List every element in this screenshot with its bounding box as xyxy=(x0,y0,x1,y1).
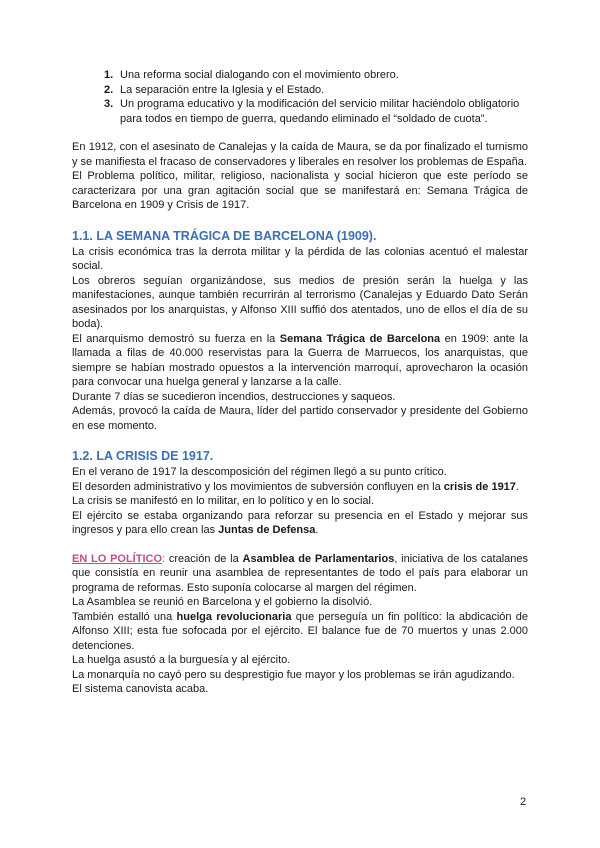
text-run: El ejército se estaba organizando para reforzar su presencia en el Estado y mejorar sus ingresos y para ello crean las xyxy=(72,509,528,536)
list-text: Un programa educativo y la modificación del servicio militar haciéndolo obligatorio para todos en tiempo de guerra, quedando eliminado el “soldado de cuota”. xyxy=(120,98,520,125)
list-item xyxy=(104,68,528,83)
bold-term: Asamblea de Parlamentarios xyxy=(242,552,395,565)
bold-term: Semana Trágica de Barcelona xyxy=(279,332,441,345)
document-page xyxy=(72,68,528,697)
paragraph xyxy=(72,610,528,654)
politico-label: EN LO POLÍTICO xyxy=(72,552,163,565)
bold-term: crisis de 1917 xyxy=(443,480,516,493)
paragraph: La crisis se manifestó en lo militar, en lo político y en lo social. xyxy=(72,495,375,507)
text-run: en 1909: ante la llamada a filas de 40.000 reservistas para la Guerra de Marruecos, los anarquistas, que siempre se habían mostrado opuestos a la intervención marroquí, aprovecharon la ocasión para convocar una huelga general y lanzarse a la calle. xyxy=(72,332,528,388)
paragraph: El sistema canovista acaba. xyxy=(72,683,209,695)
paragraph: La huelga asustó a la burguesía y al ejército. xyxy=(72,654,291,666)
list-text: La separación entre la Iglesia y el Estado. xyxy=(120,83,325,96)
text-run: . xyxy=(315,524,319,536)
paragraph xyxy=(72,480,528,495)
paragraph: La Asamblea se reunió en Barcelona y el gobierno la disolvió. xyxy=(72,596,373,608)
list-item xyxy=(104,97,528,126)
intro-paragraph: El Problema político, militar, religioso, nacionalista y social hicieron que este período se caracterizara por una gran agitación social que se manifestará en: Semana Trágica de Barcelona en 1909 y Crisis de 1917. xyxy=(72,170,528,211)
paragraph: Los obreros seguían organizándose, sus medios de presión serán la huelga y las manifestaciones, aunque también recurrirán al terrorismo (Canalejas y Eduardo Dato Serán asesinados por los anarquistas, y Alfonso XIII suffió dos atentados, uno de ellos el día de su boda). xyxy=(72,274,528,330)
text-run: También estalló una xyxy=(72,610,177,623)
paragraph: Además, provocó la caída de Maura, líder del partido conservador y presidente del Gobierno en ese momento. xyxy=(72,405,528,432)
text-run: , iniciativa de los catalanes que consistía en reunir una asamblea de representantes de todo el país para elaborar un programa de reformas. Esto suponía colocarse al margen del régimen. xyxy=(72,552,528,594)
list-text: Una reforma social dialogando con el movimiento obrero. xyxy=(120,69,399,81)
bold-term: huelga revolucionaria xyxy=(176,610,292,623)
list-number: 1. xyxy=(104,69,114,81)
paragraph: La monarquía no cayó pero su desprestigio fue mayor y los problemas se irán agudizando. xyxy=(72,668,515,681)
intro-paragraph: En 1912, con el asesinato de Canalejas y la caída de Maura, se da por finalizado el turnismo y se manifiesta el fracaso de conservadores y liberales en resolver los problemas de España. xyxy=(72,141,528,168)
text-run: que perseguía un fin político: la abdicación de Alfonso XIII; esta fue sofocada por el ejército. El balance fue de 70 muertos y unas 2.000 detenciones. xyxy=(72,610,529,652)
paragraph xyxy=(72,332,528,390)
page-number: 2 xyxy=(520,796,527,808)
list-number: 3. xyxy=(104,98,114,110)
paragraph: Durante 7 días se sucedieron incendios, destrucciones y saqueos. xyxy=(72,390,396,403)
text-run: El anarquismo demostró su fuerza en la xyxy=(72,332,280,345)
text-run: El desorden administrativo y los movimientos de subversión confluyen en la xyxy=(72,480,444,493)
section-heading: 1.2. LA CRISIS DE 1917. xyxy=(72,449,214,463)
paragraph xyxy=(72,509,528,538)
numbered-list xyxy=(72,68,528,126)
list-item xyxy=(104,83,528,98)
list-number: 2. xyxy=(104,83,114,96)
text-run: creación de la xyxy=(165,552,243,565)
politico-colon: : xyxy=(162,552,166,565)
bold-term: Juntas de Defensa xyxy=(218,524,316,536)
paragraph xyxy=(72,552,528,596)
paragraph: En el verano de 1917 la descomposición del régimen llegó a su punto crítico. xyxy=(72,466,447,478)
paragraph: La crisis económica tras la derrota militar y la pérdida de las colonias acentuó el malestar social. xyxy=(72,245,528,272)
section-heading: 1.1. LA SEMANA TRÁGICA DE BARCELONA (1909). xyxy=(72,228,377,243)
text-run: . xyxy=(515,480,519,493)
